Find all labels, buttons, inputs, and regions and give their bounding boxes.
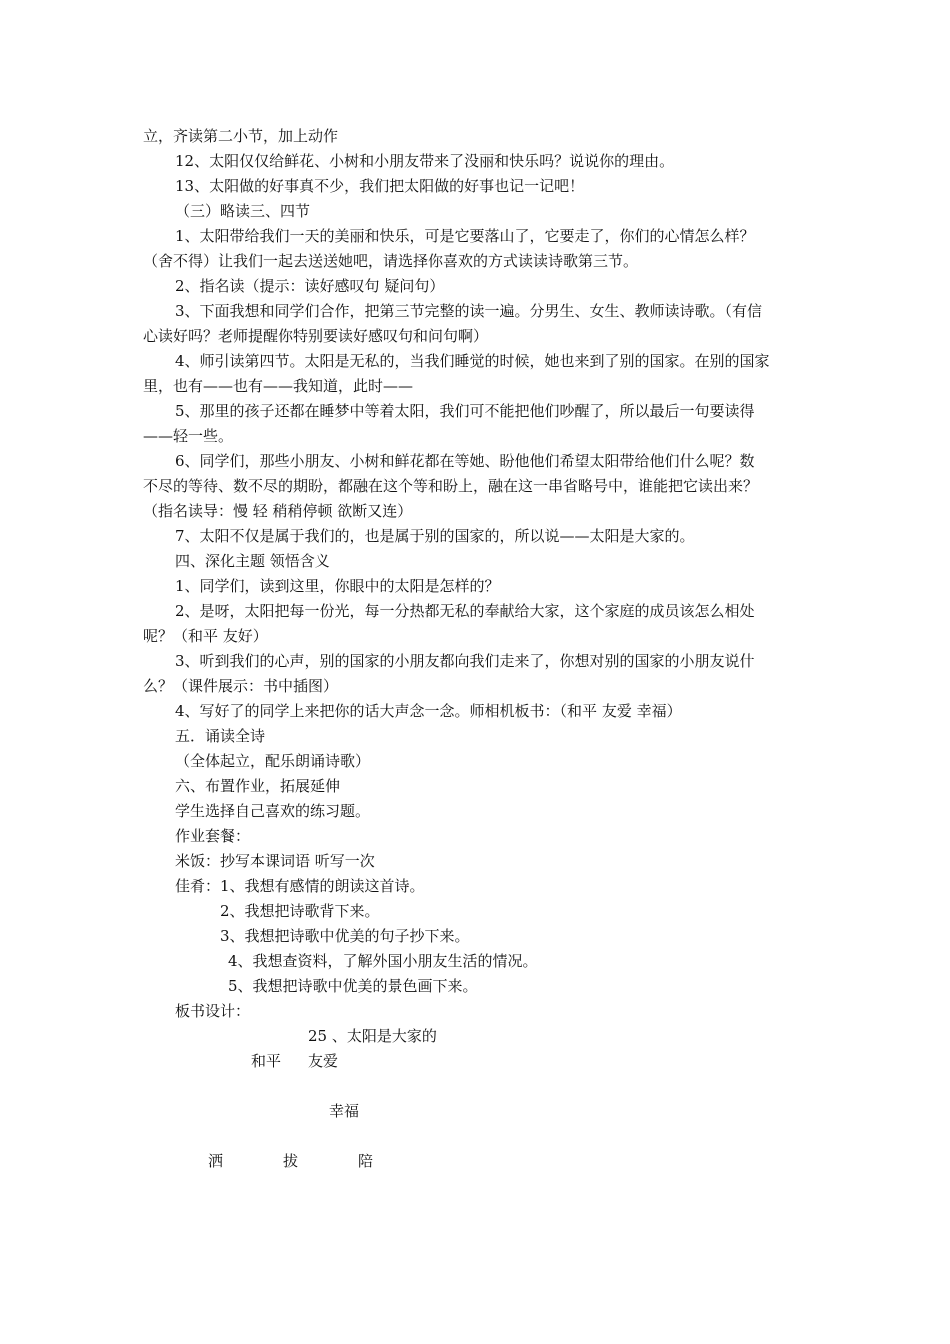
board-title: 25 、太阳是大家的 (308, 1027, 437, 1045)
text-line: 13、太阳做的好事真不少，我们把太阳做的好事也记一记吧！ (175, 177, 585, 195)
text-line: （全体起立，配乐朗诵诗歌） (175, 752, 371, 770)
section-heading: （三）略读三、四节 (175, 202, 311, 220)
text-line: （舍不得）让我们一起去送送她吧，请选择你喜欢的方式读读诗歌第三节。 (143, 252, 639, 270)
board-word-peace: 和平 (251, 1052, 282, 1070)
board-word-friendly: 友爱 (308, 1052, 339, 1070)
section-heading: 四、深化主题 领悟含义 (175, 552, 330, 570)
text-line: 里，也有——也有——我知道，此时—— (143, 377, 414, 395)
section-heading: 五．诵读全诗 (175, 727, 266, 745)
text-line: 板书设计： (175, 1002, 251, 1020)
text-line: 7、太阳不仅是属于我们的，也是属于别的国家的，所以说——太阳是大家的。 (175, 527, 695, 545)
text-line: 2、我想把诗歌背下来。 (220, 902, 380, 920)
text-line: 4、师引读第四节。太阳是无私的，当我们睡觉的时候，她也来到了别的国家。在别的国家 (175, 352, 770, 370)
text-line: 2、是呀，太阳把每一份光，每一分热都无私的奉献给大家，这个家庭的成员该怎么相处 (175, 602, 755, 620)
text-line: 呢？（和平 友好） (143, 627, 268, 645)
text-line: 3、下面我想和同学们合作，把第三节完整的读一遍。分男生、女生、教师读诗歌。（有信 (175, 302, 763, 320)
text-line: 1、同学们，读到这里，你眼中的太阳是怎样的？ (175, 577, 500, 595)
text-line: 6、同学们，那些小朋友、小树和鲜花都在等她、盼他他们希望太阳带给他们什么呢？数 (175, 452, 755, 470)
text-line: 3、听到我们的心声，别的国家的小朋友都向我们走来了，你想对别的国家的小朋友说什 (175, 652, 755, 670)
text-line: 3、我想把诗歌中优美的句子抄下来。 (220, 927, 470, 945)
board-char-sa: 洒 (208, 1152, 224, 1170)
text-line: （指名读导：慢 轻 稍稍停顿 欲断又连） (143, 502, 413, 520)
text-line: 么？（课件展示：书中插图） (143, 677, 339, 695)
text-line: 1、太阳带给我们一天的美丽和快乐，可是它要落山了，它要走了，你们的心情怎么样？ (175, 227, 755, 245)
text-line: 4、我想查资料，了解外国小朋友生活的情况。 (228, 952, 538, 970)
board-char-ba: 拔 (283, 1152, 299, 1170)
text-line: 米饭：抄写本课词语 听写一次 (175, 852, 375, 870)
text-line: 4、写好了的同学上来把你的话大声念一念。师相机板书：（和平 友爱 幸福） (175, 702, 682, 720)
text-line: 5、那里的孩子还都在睡梦中等着太阳，我们可不能把他们吵醒了，所以最后一句要读得 (175, 402, 755, 420)
text-line: 佳肴：1、我想有感情的朗读这首诗。 (175, 877, 425, 895)
text-line: 不尽的等待、数不尽的期盼，都融在这个等和盼上，融在这一串省略号中，谁能把它读出来？ (143, 477, 759, 495)
text-line: 立，齐读第二小节，加上动作 (143, 127, 339, 145)
board-word-happiness: 幸福 (329, 1102, 360, 1120)
section-heading: 六、布置作业，拓展延伸 (175, 777, 341, 795)
text-line: 作业套餐： (175, 827, 251, 845)
text-line: 2、指名读（提示：读好感叹句 疑问句） (175, 277, 445, 295)
board-char-pei: 陪 (358, 1152, 374, 1170)
text-line: 学生选择自己喜欢的练习题。 (175, 802, 371, 820)
text-line: 12、太阳仅仅给鲜花、小树和小朋友带来了没丽和快乐吗？说说你的理由。 (175, 152, 675, 170)
text-line: 5、我想把诗歌中优美的景色画下来。 (228, 977, 478, 995)
text-line: 心读好吗？老师提醒你特别要读好感叹句和问句啊） (143, 327, 489, 345)
text-line: ——轻一些。 (143, 427, 234, 445)
